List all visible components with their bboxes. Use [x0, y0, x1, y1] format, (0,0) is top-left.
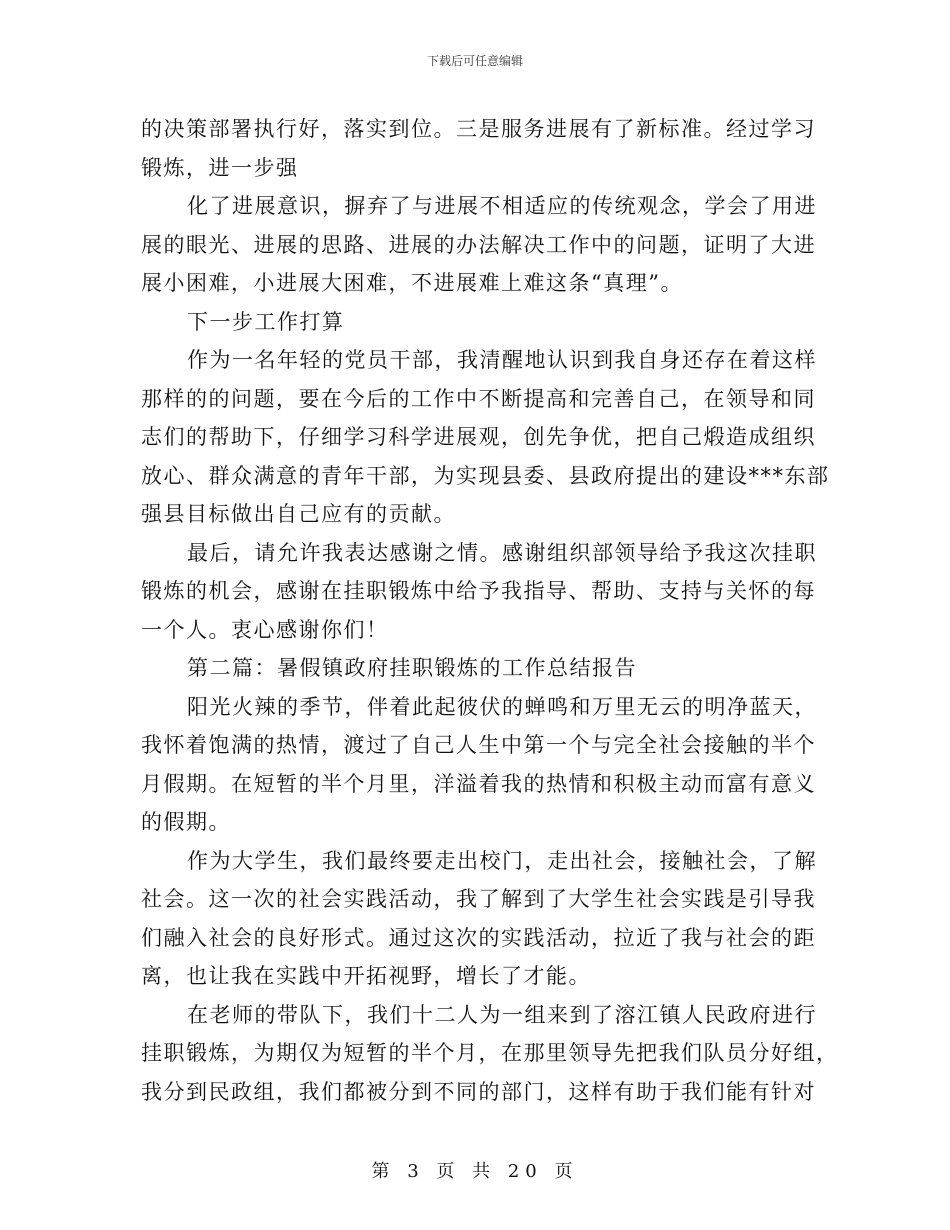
- section-heading: 下一步工作打算: [187, 309, 345, 334]
- body-line: 放心、群众满意的青年干部，为实现县委、县政府提出的建设***东部: [141, 463, 830, 488]
- body-line: 的假期。: [141, 810, 231, 834]
- document-body: [141, 110, 839, 1111]
- body-line: 离，也让我在实践中开拓视野，增长了才能。: [141, 964, 591, 988]
- body-line: 阳光火辣的季节，伴着此起彼伏的蝉鸣和万里无云的明净蓝天，: [187, 694, 817, 719]
- body-line: 展小困难，小进展大困难，不进展难上难这条“真理”。: [141, 271, 683, 295]
- body-line: 挂职锻炼，为期仅为短暂的半个月，在那里领导先把我们队员分好组，: [141, 1041, 839, 1065]
- body-line: 化了进展意识，摒弃了与进展不相适应的传统观念，学会了用进: [187, 194, 817, 218]
- body-line: 锻炼，进一步强: [141, 155, 299, 180]
- page-header: 下载后可任意编辑: [426, 54, 523, 68]
- body-line: 作为大学生，我们最终要走出校门，走出社会，接触社会，了解: [187, 848, 817, 873]
- body-line: 强县目标做出自己应有的贡献。: [141, 502, 456, 526]
- body-line: 作为一名年轻的党员干部，我清醒地认识到我自身还存在着这样: [187, 348, 817, 372]
- body-line: 月假期。在短暂的半个月里，洋溢着我的热情和积极主动而富有意义: [141, 771, 816, 796]
- body-line: 们融入社会的良好形式。通过这次的实践活动，拉近了我与社会的距: [141, 925, 816, 950]
- body-line: 锻炼的机会，感谢在挂职锻炼中给予我指导、帮助、支持与关怀的每: [141, 579, 816, 603]
- body-line: 在老师的带队下，我们十二人为一组来到了溶江镇人民政府进行: [187, 1002, 817, 1027]
- body-line: 的决策部署执行好，落实到位。三是服务进展有了新标准。经过学习: [141, 117, 816, 141]
- page-number-footer: 第 3 页 共 20 页: [371, 1161, 579, 1182]
- body-line: 展的眼光、进展的思路、进展的办法解决工作中的问题，证明了大进: [141, 232, 816, 257]
- body-line: 我分到民政组，我们都被分到不同的部门，这样有助于我们能有针对: [141, 1079, 816, 1104]
- section-title: 第二篇：暑假镇政府挂职锻炼的工作总结报告: [187, 656, 637, 680]
- body-line: 社会。这一次的社会实践活动，我了解到了大学生社会实践是引导我: [141, 887, 816, 911]
- body-line: 志们的帮助下，仔细学习科学进展观，创先争优，把自己煅造成组织: [141, 425, 816, 449]
- body-line: 最后，请允许我表达感谢之情。感谢组织部领导给予我这次挂职: [187, 540, 817, 565]
- body-line: 那样的的问题，要在今后的工作中不断提高和完善自己，在领导和同: [141, 386, 816, 411]
- body-line: 一个人。衷心感谢你们！: [141, 617, 389, 642]
- body-line: 我怀着饱满的热情，渡过了自己人生中第一个与完全社会接触的半个: [141, 733, 816, 757]
